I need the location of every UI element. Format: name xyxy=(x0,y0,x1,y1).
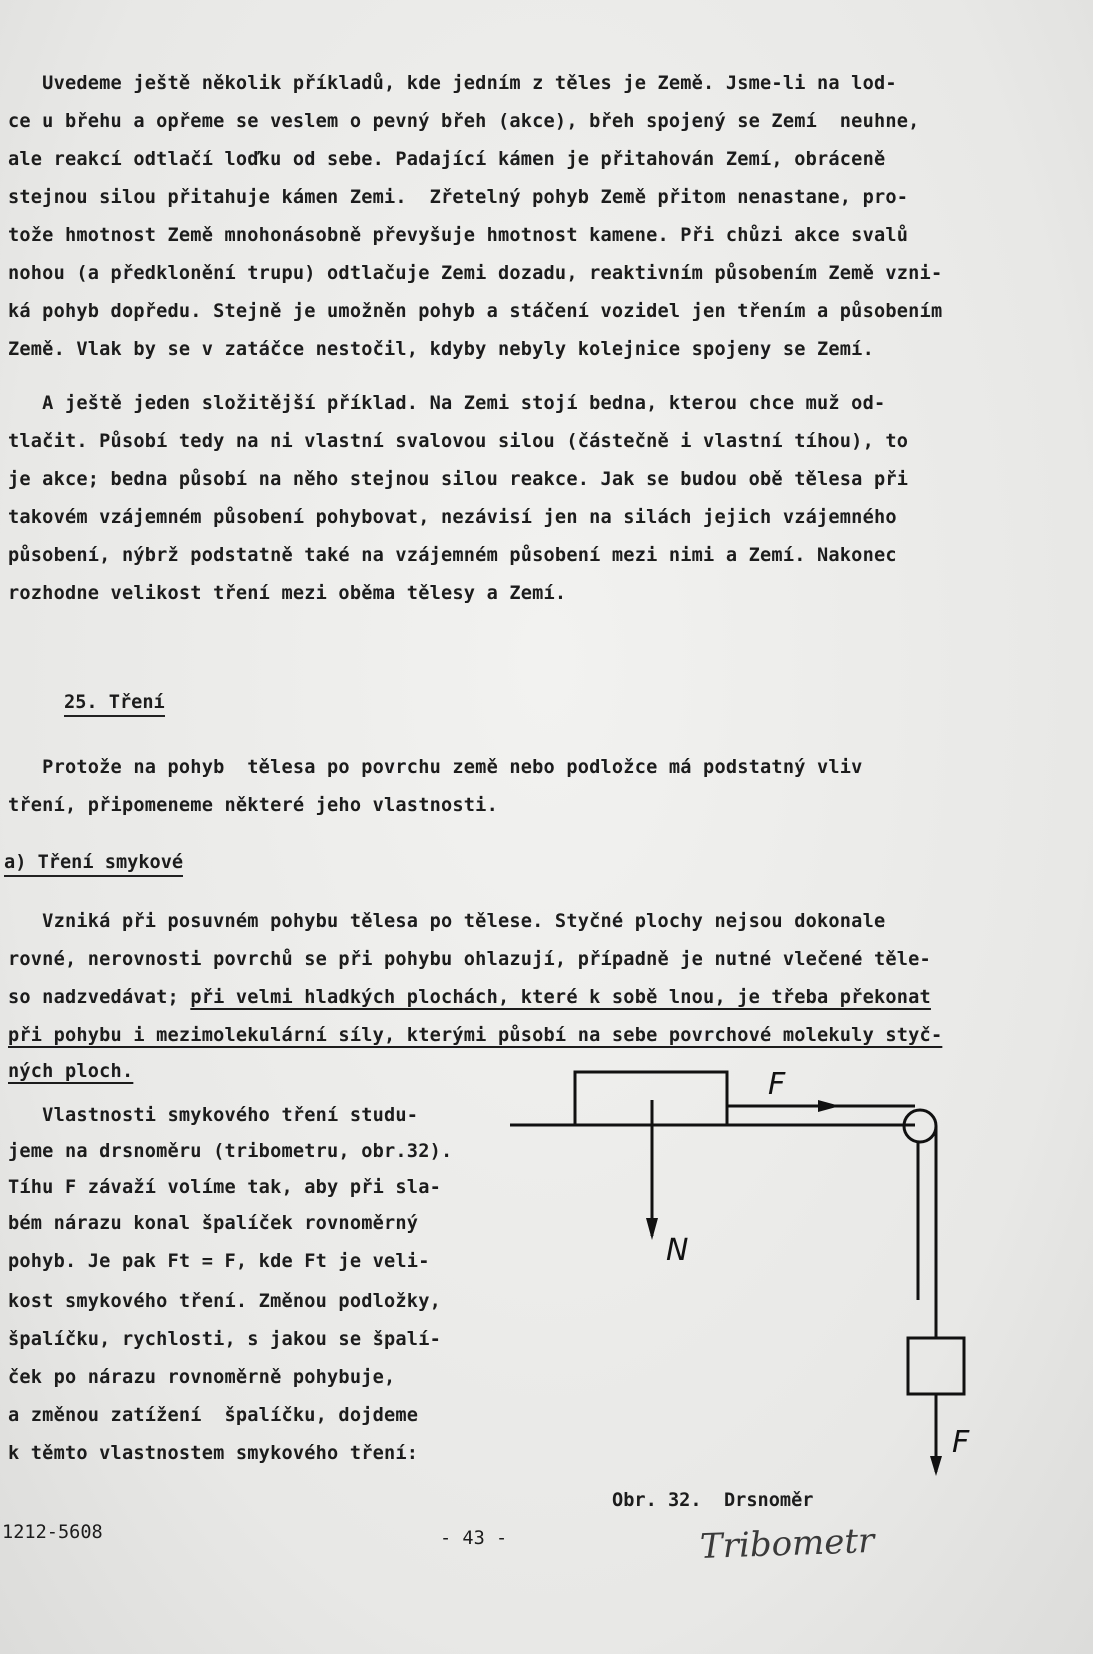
normal-force-label: N xyxy=(666,1233,689,1268)
weight xyxy=(908,1338,964,1394)
weight-force-label: F xyxy=(952,1425,970,1460)
text-line: kost smykového tření. Změnou podložky, xyxy=(8,1291,441,1312)
text-line: tření, připomeneme některé jeho vlastnosti. xyxy=(8,795,498,816)
arrow-head xyxy=(646,1218,658,1240)
underlined-text-line: při pohybu i mezimolekulární síly, kterými působí na sebe povrchové molekuly styč- xyxy=(8,1025,943,1046)
text-line: jeme na drsnoměru (tribometru, obr.32). xyxy=(8,1141,453,1162)
text-span: so nadzvedávat; xyxy=(8,987,191,1008)
underlined-text: při velmi hladkých plochách, které k sobě lnou, je třeba překonat xyxy=(190,987,931,1008)
text-line: tlačit. Působí tedy na ni vlastní svalovou silou (částečně i vlastní tíhou), to xyxy=(8,431,909,452)
handwritten-signature: Tribometr xyxy=(699,1520,875,1568)
figure-caption: Obr. 32. Drsnoměr xyxy=(612,1490,814,1511)
text-line: k těmto vlastnostem smykového tření: xyxy=(8,1443,419,1464)
text-line: bém nárazu konal špalíček rovnoměrný xyxy=(8,1213,419,1234)
footer-code: 1212-5608 xyxy=(2,1522,103,1543)
text-line: ká pohyb dopředu. Stejně je umožněn pohyb a stáčení vozidel jen třením a působením xyxy=(8,301,943,322)
page-number: - 43 - xyxy=(440,1528,508,1549)
text-line: Protože na pohyb tělesa po povrchu země nebo podložce má podstatný vliv xyxy=(8,757,863,778)
text-line: Země. Vlak by se v zatáčce nestočil, kdyby nebyly kolejnice spojeny se Zemí. xyxy=(8,339,874,360)
force-label-top: F xyxy=(768,1067,786,1102)
section-heading: 25. Tření xyxy=(64,692,165,717)
text-line: Uvedeme ještě několik příkladů, kde jedním z těles je Země. Jsme-li na lod- xyxy=(8,73,897,94)
text-line: ček po nárazu rovnoměrně pohybuje, xyxy=(8,1367,396,1388)
text-line: a změnou zatížení špalíčku, dojdeme xyxy=(8,1405,419,1426)
text-line: ce u břehu a opřeme se veslem o pevný břeh (akce), břeh spojený se Zemí neuhne, xyxy=(8,111,920,132)
arrow-head xyxy=(818,1100,840,1112)
text-line: Tíhu F závaží volíme tak, aby při sla- xyxy=(8,1177,441,1198)
text-line: Vlastnosti smykového tření studu- xyxy=(8,1105,419,1126)
text-line: pohyb. Je pak Ft = F, kde Ft je veli- xyxy=(8,1251,430,1272)
text-line: působení, nýbrž podstatně také na vzájemném působení mezi nimi a Zemí. Nakonec xyxy=(8,545,897,566)
text-line: rovné, nerovnosti povrchů se při pohybu ohlazují, případně je nutné vlečené těle- xyxy=(8,949,931,970)
text-line: nohou (a předklonění trupu) odtlačuje Zemi dozadu, reaktivním působením Země vzni- xyxy=(8,263,943,284)
text-line: je akce; bedna působí na něho stejnou silou reakce. Jak se budou obě tělesa při xyxy=(8,469,909,490)
text-line: stejnou silou přitahuje kámen Zemi. Zřetelný pohyb Země přitom nenastane, pro- xyxy=(8,187,909,208)
text-line: špalíčku, rychlosti, s jakou se špalí- xyxy=(8,1329,441,1350)
underlined-text-line: ných ploch. xyxy=(8,1061,134,1082)
arrow-head xyxy=(930,1456,942,1476)
subsection-heading: a) Tření smykové xyxy=(4,852,183,877)
text-line xyxy=(8,986,931,1010)
tribometer-diagram xyxy=(500,1060,1000,1480)
text-line: A ještě jeden složitější příklad. Na Zemi stojí bedna, kterou chce muž od- xyxy=(8,393,886,414)
text-line: tože hmotnost Země mnohonásobně převyšuje hmotnost kamene. Při chůzi akce svalů xyxy=(8,225,909,246)
text-line: rozhodne velikost tření mezi oběma tělesy a Zemí. xyxy=(8,583,567,604)
text-line: ale reakcí odtlačí loďku od sebe. Padající kámen je přitahován Zemí, obráceně xyxy=(8,149,886,170)
text-line: Vzniká při posuvném pohybu tělesa po tělese. Styčné plochy nejsou dokonale xyxy=(8,911,886,932)
text-line: takovém vzájemném působení pohybovat, nezávisí jen na silách jejich vzájemného xyxy=(8,507,897,528)
